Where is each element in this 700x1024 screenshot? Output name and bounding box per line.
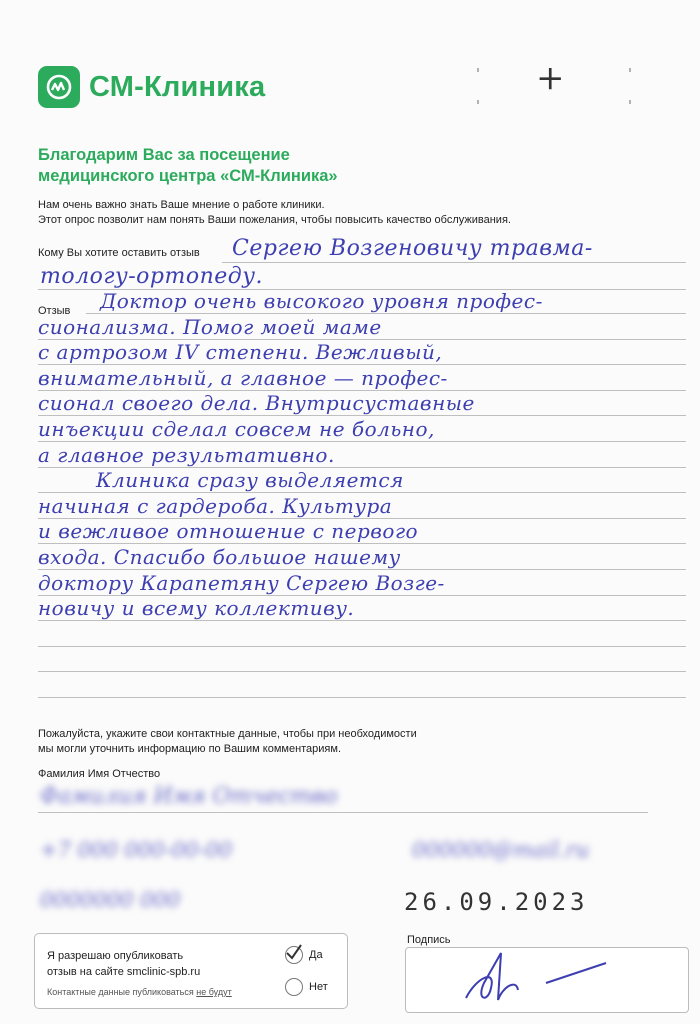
- review-handwriting-line: входа. Спасибо большое нашему: [38, 545, 401, 569]
- title-line-2: медицинского центра «СМ-Клиника»: [38, 167, 338, 185]
- review-handwriting-line: сионал своего дела. Внутрисуставные: [38, 391, 475, 416]
- yes-label: Да: [309, 949, 323, 961]
- rule-line: [38, 697, 686, 698]
- review-handwriting-line: с артрозом IV степени. Вежливый,: [38, 340, 443, 365]
- rule-line: [38, 812, 648, 813]
- consent-note-prefix: Контактные данные публиковаться: [47, 987, 197, 997]
- publish-consent-box: [34, 933, 348, 1009]
- review-handwriting-line: начиная с гардероба. Культура: [38, 493, 393, 518]
- fio-label: Фамилия Имя Отчество: [38, 768, 161, 780]
- contacts-instructions: [38, 727, 598, 757]
- consent-no-option[interactable]: [285, 978, 328, 996]
- corner-mark: +: [536, 58, 565, 98]
- review-handwriting-line: Доктор очень высокого уровня профес-: [100, 289, 543, 313]
- redacted-extra: 0000000 000: [40, 888, 181, 912]
- yes-radio[interactable]: [285, 946, 303, 964]
- review-handwriting-line: внимательный, а главное — профес-: [38, 365, 448, 390]
- consent-line-1: Я разрешаю опубликовать: [47, 950, 184, 962]
- contacts-line-2: мы могли уточнить информацию по Вашим комментариям.: [38, 743, 342, 755]
- check-mark-icon: [284, 943, 304, 961]
- consent-note: [47, 987, 232, 997]
- review-handwriting-line: инъекции сделал совсем не больно,: [38, 417, 435, 441]
- consent-note-underlined: не будут: [196, 987, 232, 997]
- redacted-phone: +7 000 000-00-00: [40, 838, 233, 862]
- recipient-label: Кому Вы хотите оставить отзыв: [38, 247, 200, 259]
- contacts-line-1: Пожалуйста, укажите свои контактные данные, чтобы при необходимости: [38, 728, 417, 740]
- rule-line: [222, 262, 686, 263]
- sm-clinic-logo-icon: [38, 66, 80, 108]
- review-handwriting-line: Клиника сразу выделяется: [96, 468, 404, 493]
- signature-drawing: [406, 948, 688, 1012]
- redacted-name: Фамилия Имя Отчество: [40, 784, 338, 809]
- no-label: Нет: [309, 981, 328, 993]
- rule-line: [38, 620, 686, 621]
- title-line-1: Благодарим Вас за посещение: [38, 146, 290, 164]
- brand-logo: [38, 66, 265, 108]
- consent-question: [47, 948, 200, 980]
- brand-name: СМ-Клиника: [89, 70, 266, 103]
- intro-text: [38, 198, 658, 228]
- signature-box: [405, 947, 689, 1013]
- review-handwriting-line: доктору Карапетяну Сергею Возге-: [38, 570, 445, 595]
- no-radio[interactable]: [285, 978, 303, 996]
- intro-line-2: Этот опрос позволит нам понять Ваши пожелания, чтобы повысить качество обслуживания.: [38, 214, 511, 226]
- consent-line-2: отзыв на сайте smclinic-spb.ru: [47, 966, 201, 978]
- review-label: Отзыв: [38, 305, 71, 317]
- consent-yes-option[interactable]: [285, 946, 323, 964]
- redacted-email: 000000@mail.ru: [412, 838, 590, 862]
- recipient-handwriting-2: тологу-ортопеду.: [40, 264, 263, 289]
- recipient-handwriting-1: Сергею Возгеновичу травма-: [232, 236, 593, 261]
- rule-line: [38, 671, 686, 672]
- rule-line: [38, 646, 686, 647]
- corner-mark-box: [474, 58, 634, 108]
- review-handwriting-line: сионализма. Помог моей маме: [38, 314, 382, 339]
- review-handwriting-line: а главное результативно.: [38, 442, 335, 467]
- review-handwriting-line: новичу и всему коллективу.: [38, 596, 355, 621]
- date-handwriting: 26.09.2023: [404, 888, 589, 916]
- page-title: [38, 145, 598, 187]
- intro-line-1: Нам очень важно знать Ваше мнение о работе клиники.: [38, 199, 325, 211]
- review-handwriting-line: и вежливое отношение с первого: [38, 519, 419, 544]
- signature-label: Подпись: [407, 934, 451, 946]
